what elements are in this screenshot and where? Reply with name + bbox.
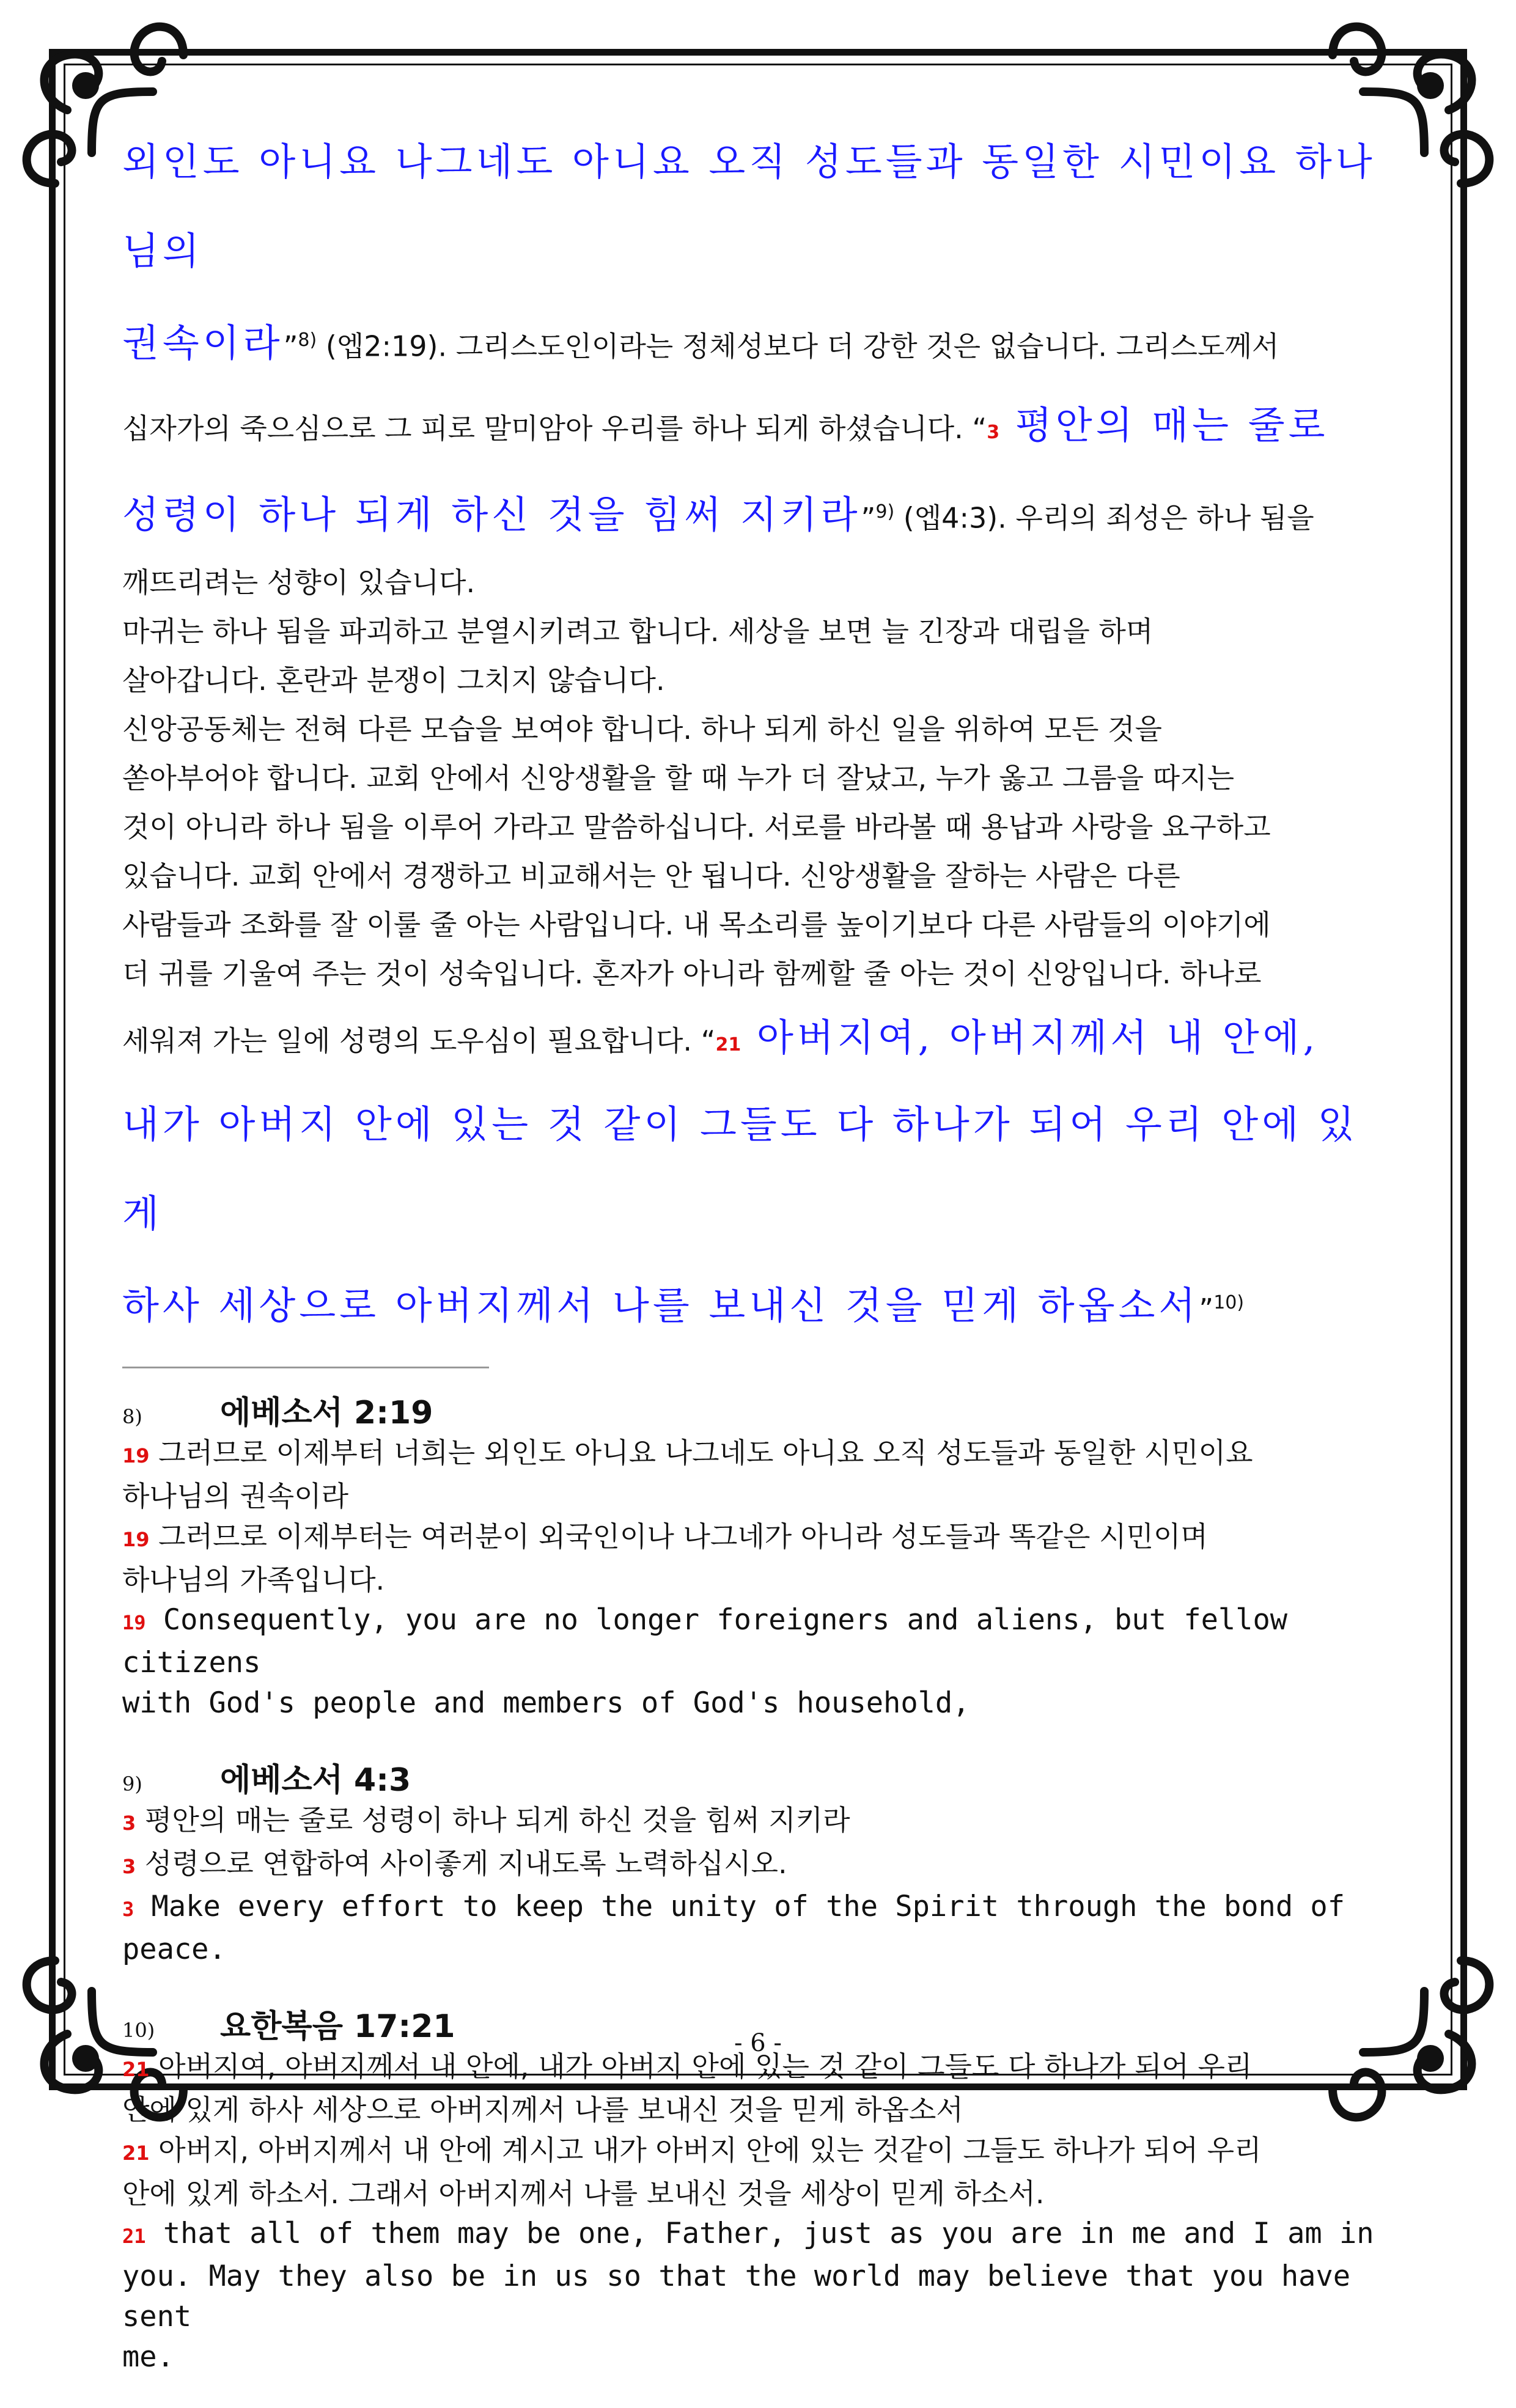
scripture-quote: 성령이 하나 되게 하신 것을 힘써 지키라 — [122, 492, 861, 537]
footnote-header — [122, 1754, 1394, 1800]
footnote — [122, 1387, 1394, 1723]
footnote-verse — [122, 2046, 1394, 2130]
verse-number: 21 — [122, 2057, 150, 2081]
footnote-ref: 9) — [875, 501, 895, 523]
verse-text: 안에 있게 하사 세상으로 아버지께서 나를 보내신 것을 믿게 하옵소서 — [122, 2093, 963, 2126]
verse-text: Make every effort to keep the unity of the Spirit through the bond of peace. — [122, 1889, 1345, 1966]
body-text: 십자가의 죽으심으로 그 피로 말미암아 우리를 하나 되게 하셨습니다. “ — [122, 412, 987, 446]
quote-close: ” — [1199, 1291, 1214, 1325]
scripture-quote: 권속이라 — [122, 320, 284, 365]
footnote-verse — [122, 1433, 1394, 1516]
verse-number: 3 — [122, 1854, 136, 1878]
body-line: 살아갑니다. 혼란과 분쟁이 그치지 않습니다. — [122, 663, 665, 697]
verse-text: 아버지, 아버지께서 내 안에 계시고 내가 아버지 안에 있는 것같이 그들도 하나가 되어 우리 — [149, 2133, 1262, 2167]
body-line: 깨뜨리려는 성향이 있습니다. — [122, 565, 476, 599]
verse-text: that all of them may be one, Father, just as you are in me and I am in — [145, 2216, 1374, 2250]
footnote-verse — [122, 1887, 1394, 1970]
verse-number: 3 — [122, 1897, 134, 1921]
footnote-ref: 10) — [1213, 1291, 1245, 1313]
verse-text: Consequently, you are no longer foreigners and aliens, but fellow citizens — [122, 1602, 1288, 1679]
body-line: 신앙공동체는 전혀 다른 모습을 보여야 합니다. 하나 되게 하신 일을 위하여 모든 것을 — [122, 712, 1162, 746]
body-line: 사람들과 조화를 잘 이룰 줄 아는 사람입니다. 내 목소리를 높이기보다 다른 사람들의 이야기에 — [122, 908, 1271, 941]
scripture-quote: 내가 아버지 안에 있는 것 같이 그들도 다 하나가 되어 우리 안에 있게 — [122, 1101, 1358, 1236]
scripture-quote: 아버지여, 아버지께서 내 안에, — [741, 1015, 1319, 1060]
body-text: 세워져 가는 일에 성령의 도우심이 필요합니다. “ — [122, 1024, 716, 1057]
body-text: (엡4:3). 우리의 죄성은 하나 됨을 — [894, 501, 1314, 535]
footnote-verse — [122, 2130, 1394, 2214]
verse-text: 평안의 매는 줄로 성령이 하나 되게 하신 것을 힘써 지키라 — [136, 1803, 850, 1837]
page-content — [122, 122, 1394, 2408]
footnote-verse — [122, 2214, 1394, 2377]
scripture-quote: 평안의 매는 줄로 — [999, 403, 1329, 448]
scripture-quote: 하사 세상으로 아버지께서 나를 보내신 것을 믿게 하옵소서 — [122, 1282, 1199, 1327]
footnote-title: 에베소서 2:19 — [220, 1394, 433, 1431]
paragraph-line — [122, 998, 1394, 1085]
body-paragraphs — [122, 558, 1394, 998]
body-line: 더 귀를 기울여 주는 것이 성숙입니다. 혼자가 아니라 함께할 줄 아는 것이 신앙입니다. 하나로 — [122, 956, 1262, 990]
footnote-ref: 8) — [298, 329, 317, 351]
body-line: 마귀는 하나 됨을 파괴하고 분열시키려고 합니다. 세상을 보면 늘 긴장과 대립을 하며 — [122, 614, 1154, 648]
footnote-verse — [122, 1516, 1394, 1600]
footnote-header — [122, 1387, 1394, 1433]
footnote-verse — [122, 1843, 1394, 1887]
paragraph-line — [122, 1085, 1394, 1263]
verse-text: you. May they also be in us so that the world may believe that you have sent — [122, 2259, 1351, 2333]
body-line: 있습니다. 교회 안에서 경쟁하고 비교해서는 안 됩니다. 신앙생활을 잘하는 사람은 다른 — [122, 859, 1180, 892]
verse-number: 19 — [122, 1444, 150, 1467]
paragraph-line — [122, 122, 1394, 301]
footnote — [122, 1754, 1394, 1970]
verse-number: 19 — [122, 1610, 146, 1634]
body-text: (엡2:19). 그리스도인이라는 정체성보다 더 강한 것은 없습니다. 그리스도께서 — [317, 329, 1279, 363]
body-line: 쏟아부어야 합니다. 교회 안에서 신앙생활을 할 때 누가 더 잘났고, 누가 옳고 그름을 따지는 — [122, 761, 1235, 795]
verse-number: 3 — [987, 422, 1000, 444]
page-number: - 6 - — [734, 2029, 782, 2057]
footnote-title: 요한복음 17:21 — [220, 2008, 455, 2045]
verse-number: 3 — [122, 1811, 136, 1835]
verse-number: 19 — [122, 1527, 150, 1551]
footnote-number: 10) — [122, 2018, 155, 2042]
verse-text: 하나님의 권속이라 — [122, 1479, 349, 1513]
footnote-number: 9) — [122, 1772, 142, 1796]
verse-text: 성령으로 연합하여 사이좋게 지내도록 노력하십시오. — [136, 1846, 787, 1880]
quote-close: ” — [283, 329, 298, 363]
verse-text: 아버지여, 아버지께서 내 안에, 내가 아버지 안에 있는 것 같이 그들도 다 하나가 되어 우리 — [149, 2049, 1253, 2083]
paragraph-line — [122, 472, 1394, 557]
verse-number: 21 — [122, 2141, 150, 2165]
verse-text: with God's people and members of God's household, — [122, 1686, 970, 1720]
footnote-verse — [122, 1800, 1394, 1843]
body-line: 것이 아니라 하나 됨을 이루어 가라고 말씀하십니다. 서로를 바라볼 때 용납과 사랑을 요구하고 — [122, 810, 1271, 843]
footnote-verse — [122, 1600, 1394, 1723]
footnote-number: 8) — [122, 1404, 142, 1428]
paragraph-line — [122, 386, 1394, 472]
verse-text: 안에 있게 하소서. 그래서 아버지께서 나를 보내신 것을 세상이 믿게 하소서. — [122, 2176, 1045, 2210]
footnote-title: 에베소서 4:3 — [220, 1761, 411, 1799]
verse-text: 그러므로 이제부터는 여러분이 외국인이나 나그네가 아니라 성도들과 똑같은 시민이며 — [149, 1519, 1208, 1553]
quote-close: ” — [861, 501, 876, 535]
footnote-divider — [122, 1367, 489, 1368]
scripture-quote: 외인도 아니요 나그네도 아니요 오직 성도들과 동일한 시민이요 하나님의 — [122, 139, 1376, 273]
verse-text: 하나님의 가족입니다. — [122, 1563, 385, 1596]
verse-text: 그러므로 이제부터 너희는 외인도 아니요 나그네도 아니요 오직 성도들과 동일한 시민이요 — [149, 1436, 1253, 1469]
paragraph-line — [122, 1263, 1394, 1348]
verse-number: 21 — [122, 2224, 146, 2248]
verse-text: me. — [122, 2340, 174, 2374]
paragraph-line — [122, 301, 1394, 386]
verse-number: 21 — [715, 1033, 741, 1055]
footnotes — [122, 1387, 1394, 2377]
main-text — [122, 122, 1394, 1348]
